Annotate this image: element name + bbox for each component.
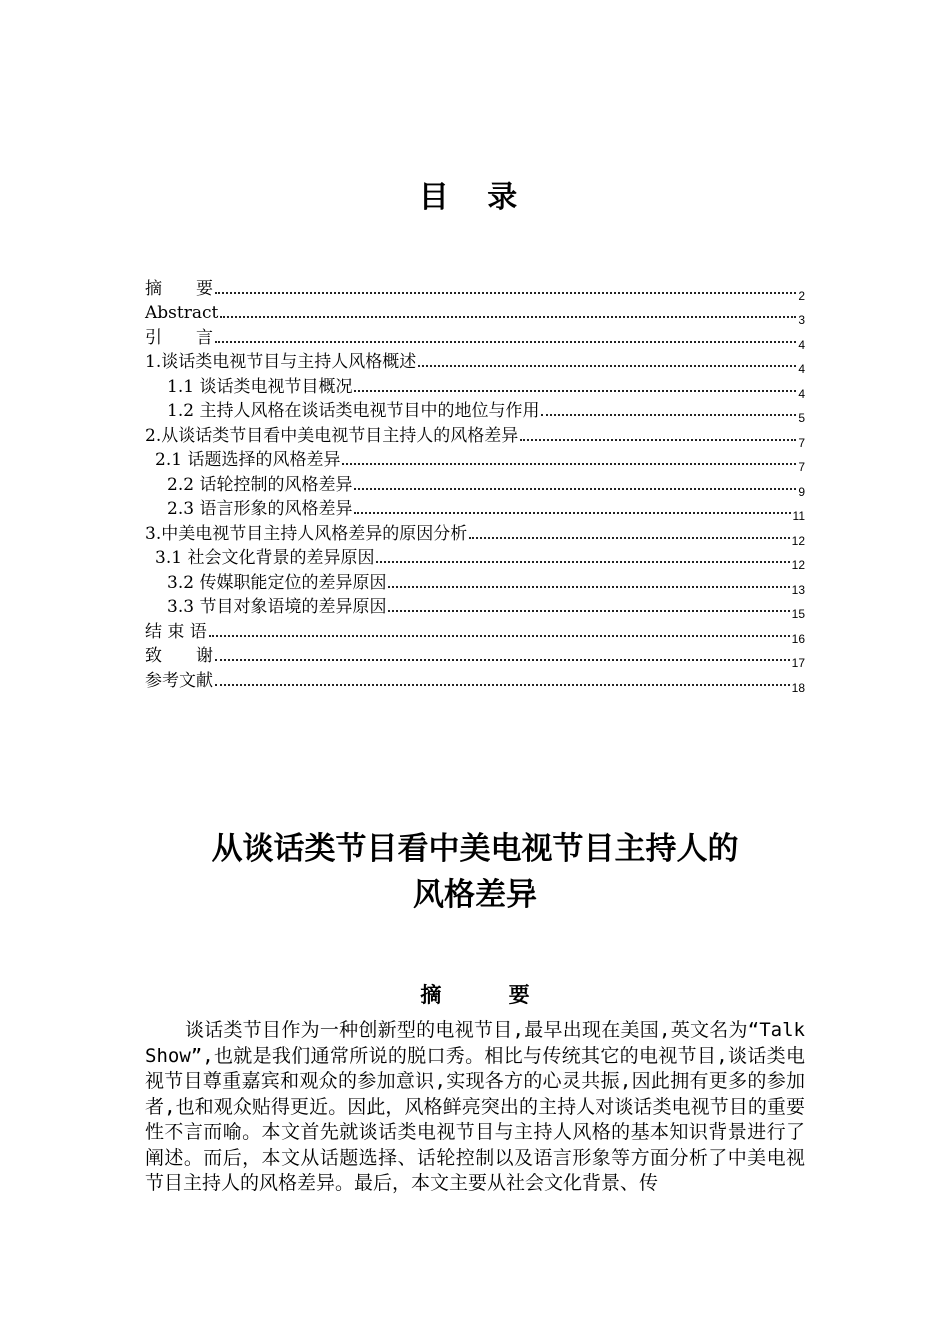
toc-entry-label: 3.3 节目对象语境的差异原因 [167, 597, 387, 617]
toc-leader-dots [354, 389, 796, 392]
toc-entry-label: 1.谈话类电视节目与主持人风格概述 [145, 352, 417, 372]
toc-entry [145, 495, 805, 523]
toc-entry-label: 2.从谈话类节目看中美电视节目主持人的风格差异 [145, 425, 519, 446]
toc-entry [145, 397, 805, 425]
abstract-heading: 摘 要 [420, 983, 560, 1007]
toc-leader-dots [388, 609, 789, 612]
toc-entry-label: 2.3 语言形象的风格差异 [167, 499, 353, 519]
toc-leader-dots [220, 315, 796, 318]
toc-entry [145, 421, 805, 450]
toc-entry-page: 4 [798, 386, 805, 401]
toc-entry-page: 4 [798, 337, 805, 352]
toc-entry-label: 3.中美电视节目主持人风格差异的原因分析 [145, 523, 468, 544]
toc-leader-dots [215, 291, 796, 294]
toc-leader-dots [215, 340, 796, 343]
toc-leader-dots [469, 536, 789, 539]
toc-entry [145, 544, 805, 572]
toc-entry-page: 9 [798, 484, 805, 499]
toc-entry-label: 引 言 [145, 327, 213, 348]
toc-entry-page: 18 [791, 680, 805, 695]
toc-entry-label: 2.2 话轮控制的风格差异 [167, 474, 353, 495]
toc-leader-dots [388, 585, 789, 588]
toc-entry [145, 519, 805, 548]
toc-entry-label: 1.2 主持人风格在谈话类电视节目中的地位与作用 [167, 401, 540, 421]
toc-leader-dots [354, 511, 790, 514]
paper-title [0, 826, 950, 918]
toc-leader-dots [342, 462, 796, 465]
toc-entry-label: 摘 要 [145, 278, 213, 299]
toc-title: 目 录 [418, 180, 532, 215]
toc-leader-dots [209, 634, 790, 637]
toc-entry-page: 3 [798, 313, 805, 327]
toc-entry-page: 5 [798, 411, 805, 425]
toc-entry-page: 15 [791, 607, 805, 621]
toc-entry [145, 642, 805, 670]
toc-leader-dots [520, 438, 796, 441]
toc-entry [145, 666, 805, 695]
toc-entry-page: 13 [791, 582, 805, 597]
paper-title-line-2: 风格差异 [413, 877, 537, 913]
toc-entry-page: 7 [798, 460, 805, 474]
toc-leader-dots [215, 658, 790, 661]
toc-entry-label: 参考文献 [145, 670, 213, 691]
toc-leader-dots [418, 364, 796, 367]
toc-entry-label: Abstract [145, 303, 219, 323]
toc-entry [145, 446, 805, 474]
toc-leader-dots [354, 487, 796, 490]
toc-entry-label: 3.2 传媒职能定位的差异原因 [167, 572, 387, 593]
toc-entry-label: 3.1 社会文化背景的差异原因 [155, 548, 375, 568]
toc-entry [145, 617, 805, 646]
toc-entry-page: 4 [798, 362, 805, 376]
toc-entry [145, 372, 805, 401]
toc-entry-page: 17 [791, 656, 805, 670]
toc-entry [145, 348, 805, 376]
toc-entry-page: 2 [798, 288, 805, 303]
toc-entry [145, 274, 805, 303]
toc-leader-dots [376, 560, 789, 563]
toc-entry-label: 致 谢 [145, 646, 213, 666]
toc-entry [145, 568, 805, 597]
toc-entry-page: 12 [791, 533, 805, 548]
toc-entry [145, 299, 805, 327]
paper-title-line-1: 从谈话类节目看中美电视节目主持人的 [211, 831, 739, 867]
toc-leader-dots [215, 683, 790, 686]
toc-entry-page: 16 [791, 631, 805, 646]
toc-entry-label: 结 束 语 [145, 621, 207, 642]
toc-entry [145, 323, 805, 352]
toc-entry-page: 11 [792, 509, 805, 523]
toc-entry-label: 1.1 谈话类电视节目概况 [167, 376, 353, 397]
toc-entry-page: 7 [798, 435, 805, 450]
toc-entry [145, 470, 805, 499]
toc-entry [145, 593, 805, 621]
toc-entry-page: 12 [791, 558, 805, 572]
toc-leader-dots [541, 413, 796, 416]
table-of-contents [145, 274, 805, 695]
abstract-body: 谈话类节目作为一种创新型的电视节目,最早出现在美国,英文名为“Talk Show”,也就是我们通常所说的脱口秀。相比与传统其它的电视节目,谈话类电视节目尊重嘉宾和观众的参加意识,实现各方的心灵共振,因此拥有更多的参加者,也和观众贴得更近。因此，风格鲜亮突出的主持人对谈话类电视节目的重要性不言而喻。本文首先就谈话类电视节目与主持人风格的基本知识背景进行了阐述。而后，本文从话题选择、话轮控制以及语言形象等方面分析了中美电视节目主持人的风格差异。最后，本文主要从社会文化背景、传 [145, 1019, 805, 1194]
toc-entry-label: 2.1 话题选择的风格差异 [155, 450, 341, 470]
